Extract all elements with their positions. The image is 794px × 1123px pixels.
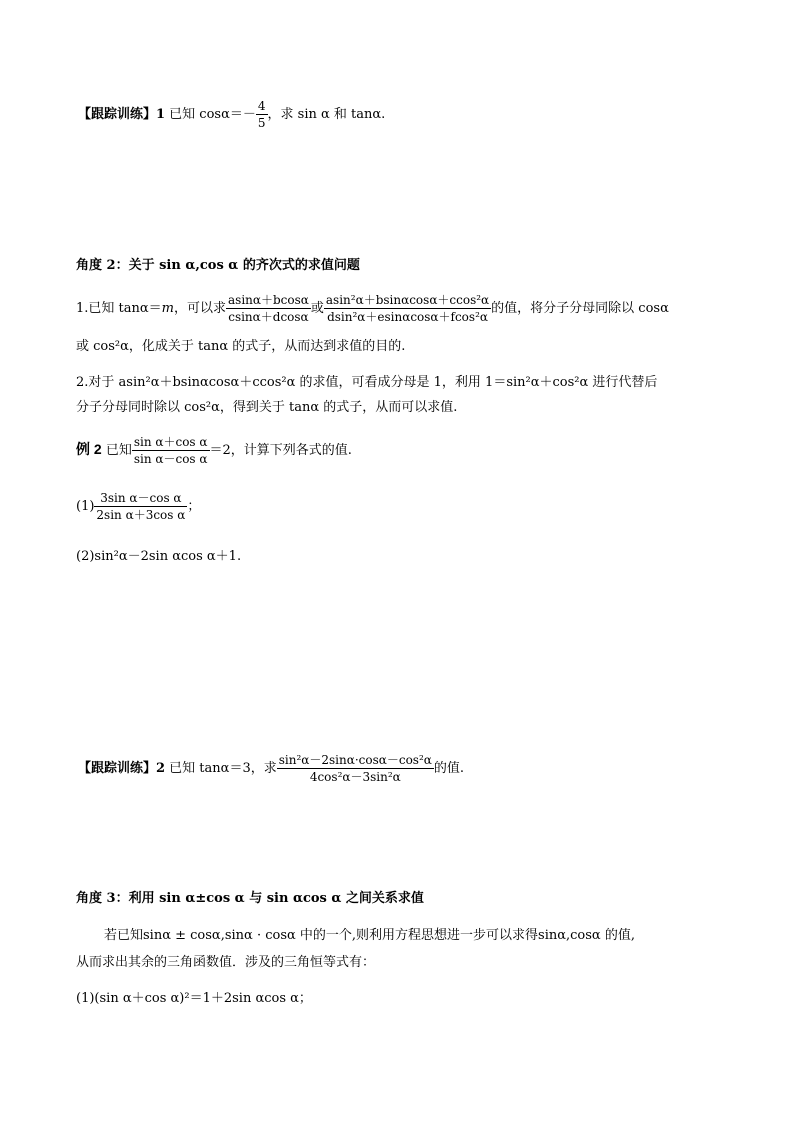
fraction-denominator: 5 [257,116,266,130]
training1-line [78,100,385,129]
p1-post: 的值，将分子分母同除以 cosα [491,301,669,316]
training1-label: 【跟踪训练】1 [78,107,166,122]
fraction-denominator: dsin²α＋esinαcosα＋fcos²α [327,310,488,324]
training2-line [78,754,464,783]
training1-post: ，求 sin α 和 tanα. [267,107,386,122]
example2-q1 [76,492,200,521]
angle2-p1-line1 [76,294,669,323]
fraction-denominator: 4cos²α－3sin²α [309,770,401,784]
training2-pre: 已知 tanα＝3，求 [165,761,277,776]
q1-end: ； [187,499,201,514]
example2-label: 例 2 [76,441,102,457]
angle2-p2-line2: 分子分母同时除以 cos²α，得到关于 tanα 的式子，从而可以求值. [76,400,458,415]
q1-label: (1) [76,499,95,514]
fraction-denominator: 2sin α＋3cos α [96,508,186,522]
fraction-denominator: sin α－cos α [133,452,208,466]
example2-q2: (2)sin²α－2sin αcos α＋1. [76,549,242,564]
fraction-numerator: 4 [257,99,266,113]
p1-mid: ，可以求 [174,301,227,316]
training1-fraction [256,100,268,129]
fraction-denominator: csinα＋dcosα [228,310,309,324]
p1-fraction1 [226,294,311,323]
angle3-p-line1: 若已知sinα ± cosα,sinα · cosα 中的一个,则利用方程思想进一步可以求得sinα,cosα 的值, [104,928,635,943]
p1-or: 或 [310,301,324,316]
angle3-title: 角度 3：利用 sin α±cos α 与 sin αcos α 之间关系求值 [76,891,424,906]
example2-fraction [132,436,210,465]
training2-fraction [277,754,434,783]
fraction-numerator: sin²α－2sinα·cosα－cos²α [278,753,432,767]
example2-pre: 已知 [101,443,132,458]
fraction-numerator: sin α＋cos α [133,435,208,449]
angle3-p-line2: 从而求出其余的三角函数值．涉及的三角恒等式有： [76,955,376,970]
p1-fraction2 [324,294,491,323]
training1-pre: 已知 cosα＝－ [165,107,256,122]
angle3-identity1: (1)(sin α＋cos α)²＝1＋2sin αcos α； [76,991,312,1006]
fraction-numerator: 3sin α－cos α [94,492,187,507]
example2-line [76,436,352,465]
training2-label: 【跟踪训练】2 [78,761,166,776]
fraction-numerator: asin²α＋bsinαcosα＋ccos²α [325,293,490,307]
angle2-title: 角度 2：关于 sin α,cos α 的齐次式的求值问题 [76,258,360,273]
fraction-numerator: asinα＋bcosα [228,293,309,307]
angle2-p2-line1: 2.对于 asin²α＋bsinαcosα＋ccos²α 的求值，可看成分母是 1，利用 1＝sin²α＋cos²α 进行代替后 [76,375,658,390]
training2-post: 的值. [433,761,465,776]
q1-fraction [94,492,187,521]
p1-m: m [161,301,174,316]
p1-pre: 1.已知 tanα＝ [76,301,162,316]
example2-post: ＝2，计算下列各式的值. [209,443,352,458]
angle2-p1-line2: 或 cos²α，化成关于 tanα 的式子，从而达到求值的目的. [76,339,406,354]
